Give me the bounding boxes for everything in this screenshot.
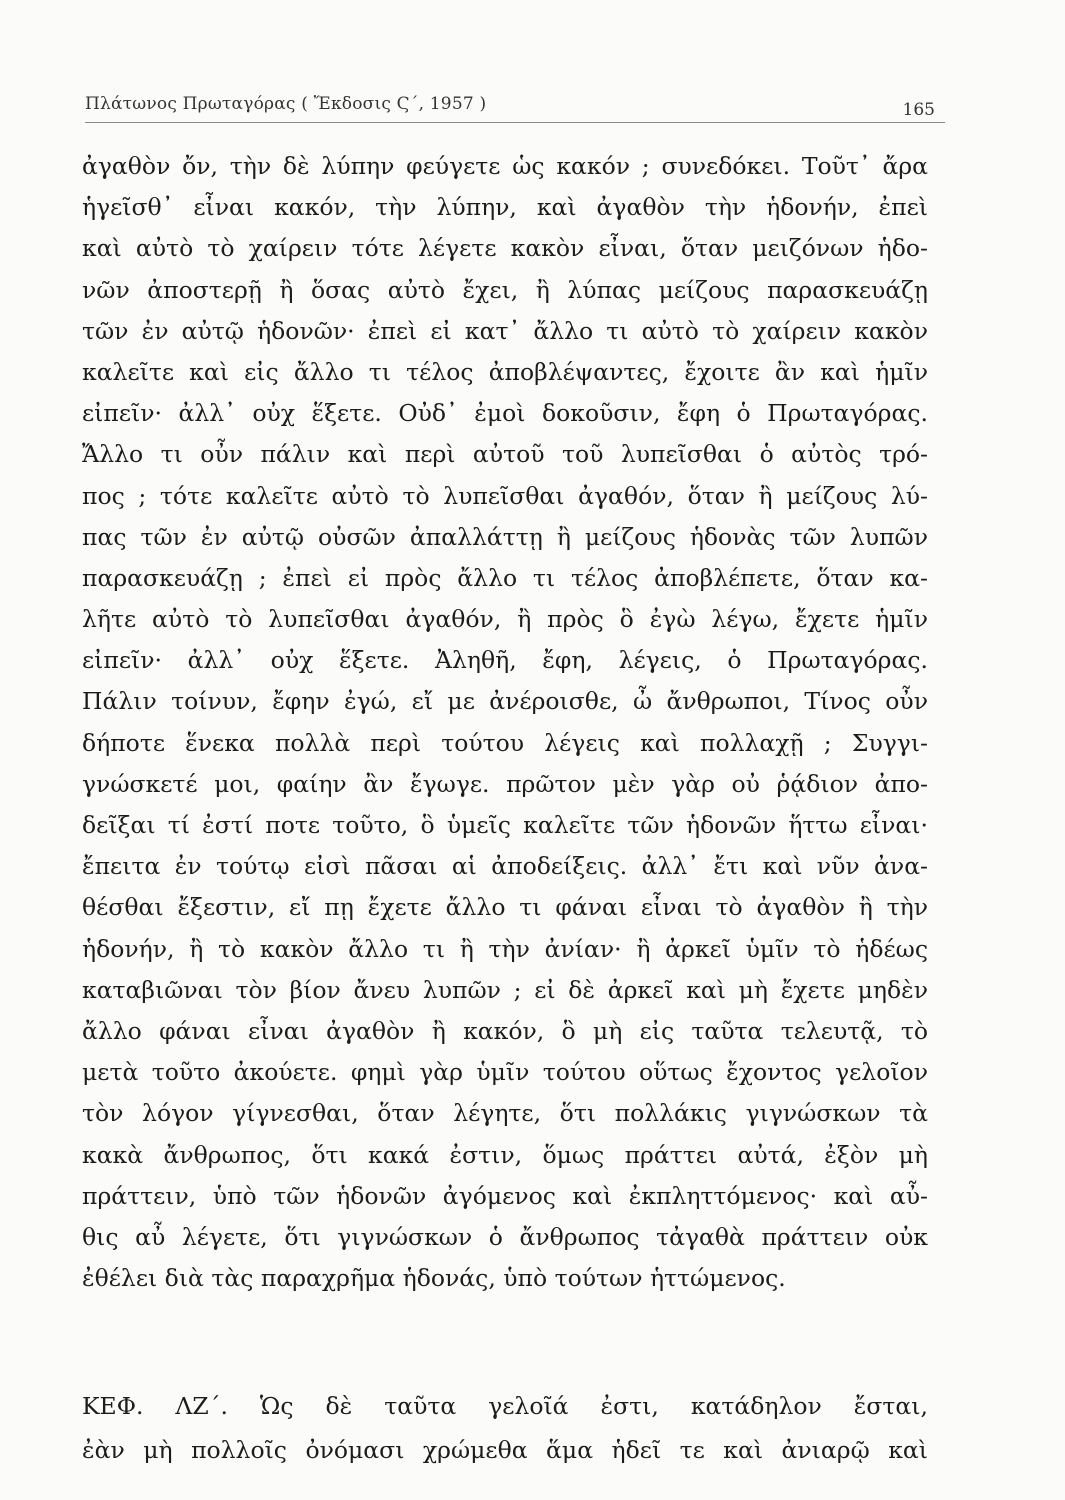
text-line: εἰπεῖν· ἀλλ᾽ οὐχ ἕξετε. Ἀληθῆ, ἔφη, λέγεις, ὁ Πρωταγόρας. bbox=[82, 646, 928, 675]
text-line: κακὰ ἄνθρωπος, ὅτι κακά ἐστιν, ὅμως πράττει αὐτά, ἐξὸν μὴ bbox=[82, 1140, 928, 1169]
page-header bbox=[85, 78, 945, 123]
text-line: ἄλλο φάναι εἶναι ἀγαθὸν ἢ κακόν, ὃ μὴ εἰς ταῦτα τελευτᾷ, τὸ bbox=[82, 1016, 928, 1045]
text-line: λῆτε αὐτὸ τὸ λυπεῖσθαι ἀγαθόν, ἢ πρὸς ὃ ἐγὼ λέγω, ἔχετε ἡμῖν bbox=[82, 605, 928, 634]
chapter-line: ΚΕΦ. ΛΖ΄. Ὡς δὲ ταῦτα γελοῖά ἐστι, κατάδηλον ἔσται, bbox=[82, 1392, 928, 1420]
text-line: γνώσκετέ μοι, φαίην ἂν ἔγωγε. πρῶτον μὲν γὰρ οὐ ῥᾴδιον ἀπο- bbox=[82, 769, 928, 798]
text-line: πος ; τότε καλεῖτε αὐτὸ τὸ λυπεῖσθαι ἀγαθόν, ὅταν ἢ μείζους λύ- bbox=[82, 481, 928, 510]
text-line: εἰπεῖν· ἀλλ᾽ οὐχ ἕξετε. Οὐδ᾽ ἐμοὶ δοκοῦσιν, ἔφη ὁ Πρωταγόρας. bbox=[82, 399, 928, 428]
chapter-section bbox=[82, 1384, 928, 1472]
text-line: παρασκευάζῃ ; ἐπεὶ εἰ πρὸς ἄλλο τι τέλος ἀποβλέπετε, ὅταν κα- bbox=[82, 563, 928, 592]
text-line: νῶν ἀποστερῇ ἢ ὅσας αὐτὸ ἔχει, ἢ λύπας μείζους παρασκευάζῃ bbox=[82, 275, 928, 304]
text-line: δεῖξαι τί ἐστί ποτε τοῦτο, ὃ ὑμεῖς καλεῖτε τῶν ἡδονῶν ἥττω εἶναι· bbox=[82, 811, 928, 839]
text-line: καὶ αὐτὸ τὸ χαίρειν τότε λέγετε κακὸν εἶναι, ὅταν μειζόνων ἡδο- bbox=[82, 234, 928, 263]
text-line: πράττειν, ὑπὸ τῶν ἡδονῶν ἀγόμενος καὶ ἐκπληττόμενος· καὶ αὖ- bbox=[82, 1181, 928, 1210]
text-line: καλεῖτε καὶ εἰς ἄλλο τι τέλος ἀποβλέψαντες, ἔχοιτε ἂν καὶ ἡμῖν bbox=[82, 357, 928, 386]
main-text bbox=[82, 146, 928, 1299]
text-line: καταβιῶναι τὸν βίον ἄνευ λυπῶν ; εἰ δὲ ἀρκεῖ καὶ μὴ ἔχετε μηδὲν bbox=[82, 975, 928, 1004]
text-line: Πάλιν τοίνυν, ἔφην ἐγώ, εἴ με ἀνέροισθε, ὦ ἄνθρωποι, Τίνος οὖν bbox=[82, 687, 928, 716]
running-head: Πλάτωνος Πρωταγόρας ( Ἔκδοσις Ϛ΄, 1957 ) bbox=[85, 94, 487, 114]
text-line: θέσθαι ἔξεστιν, εἴ πῃ ἔχετε ἄλλο τι φάναι εἶναι τὸ ἀγαθὸν ἢ τὴν bbox=[82, 893, 928, 922]
text-line: ἐθέλει διὰ τὰς παραχρῆμα ἡδονάς, ὑπὸ τούτων ἡττώμενος. bbox=[82, 1264, 786, 1293]
text-line: πας τῶν ἐν αὐτῷ οὐσῶν ἀπαλλάττῃ ἢ μείζους ἡδονὰς τῶν λυπῶν bbox=[82, 522, 928, 551]
chapter-line: ἐὰν μὴ πολλοῖς ὀνόμασι χρώμεθα ἅμα ἡδεῖ τε καὶ ἀνιαρῷ καὶ bbox=[82, 1436, 928, 1464]
text-line: μετὰ τοῦτο ἀκούετε. φημὶ γὰρ ὑμῖν τούτου οὕτως ἔχοντος γελοῖον bbox=[82, 1058, 928, 1087]
text-line: ἀγαθὸν ὄν, τὴν δὲ λύπην φεύγετε ὡς κακόν ; συνεδόκει. Τοῦτ᾽ ἄρα bbox=[82, 152, 928, 180]
text-line: ἡγεῖσθ᾽ εἶναι κακόν, τὴν λύπην, καὶ ἀγαθὸν τὴν ἡδονήν, ἐπεὶ bbox=[82, 193, 928, 222]
text-line: τὸν λόγον γίγνεσθαι, ὅταν λέγητε, ὅτι πολλάκις γιγνώσκων τὰ bbox=[82, 1099, 928, 1128]
text-line: ἔπειτα ἐν τούτῳ εἰσὶ πᾶσαι αἱ ἀποδείξεις. ἀλλ᾽ ἔτι καὶ νῦν ἀνα- bbox=[82, 852, 928, 881]
page-number: 165 bbox=[902, 100, 935, 120]
text-line: δήποτε ἕνεκα πολλὰ περὶ τούτου λέγεις καὶ πολλαχῇ ; Συγγι- bbox=[82, 728, 928, 757]
text-line: θις αὖ λέγετε, ὅτι γιγνώσκων ὁ ἄνθρωπος τἀγαθὰ πράττειν οὐκ bbox=[82, 1222, 928, 1251]
text-line: ἡδονήν, ἢ τὸ κακὸν ἄλλο τι ἢ τὴν ἀνίαν· ἢ ἀρκεῖ ὑμῖν τὸ ἡδέως bbox=[82, 934, 928, 963]
text-line: τῶν ἐν αὐτῷ ἡδονῶν· ἐπεὶ εἰ κατ᾽ ἄλλο τι αὐτὸ τὸ χαίρειν κακὸν bbox=[82, 316, 928, 345]
text-line: Ἄλλο τι οὖν πάλιν καὶ περὶ αὐτοῦ τοῦ λυπεῖσθαι ὁ αὐτὸς τρό- bbox=[82, 440, 928, 469]
